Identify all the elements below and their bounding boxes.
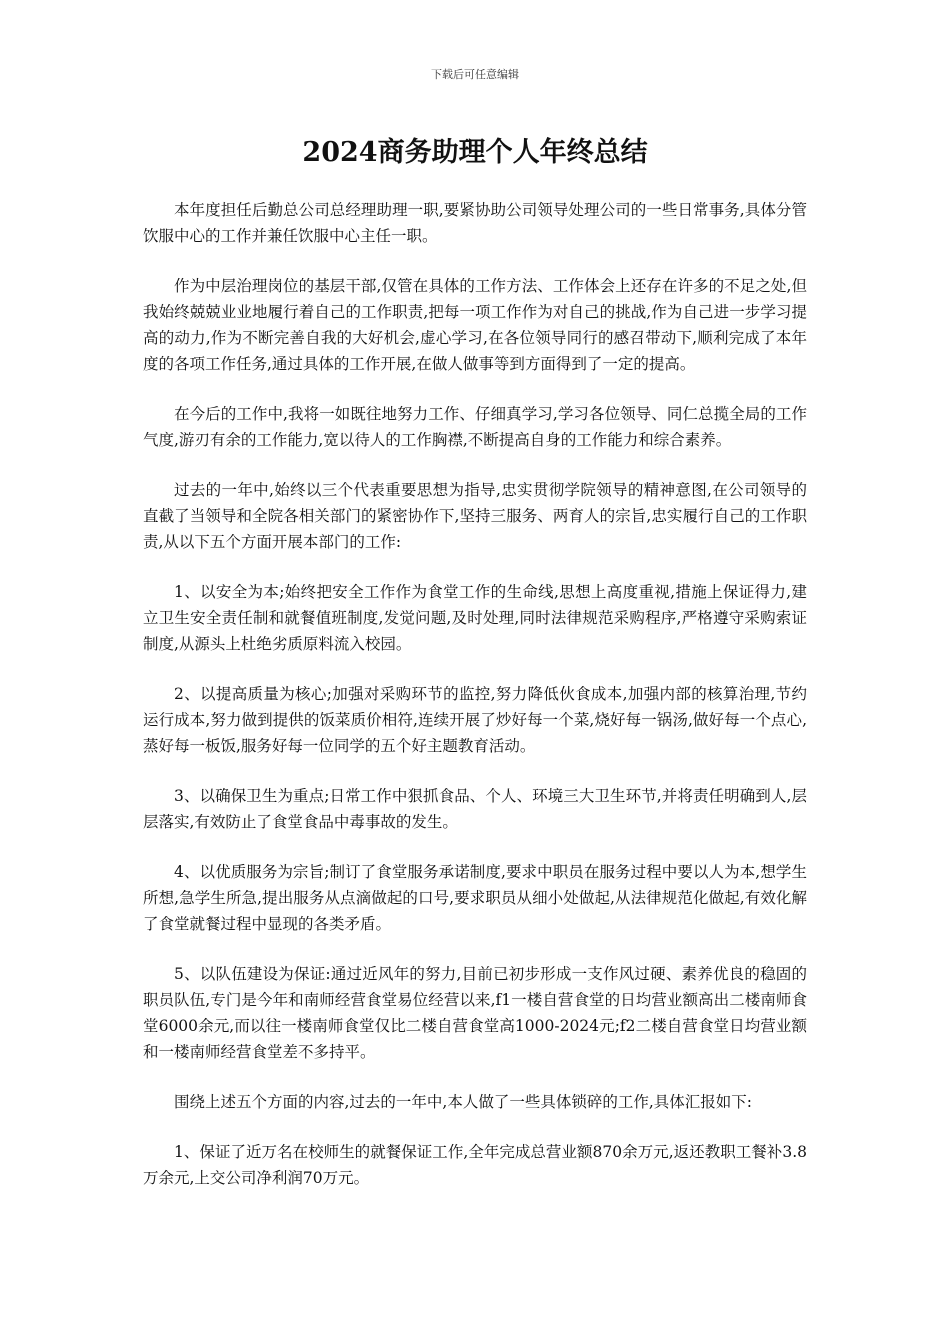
paragraph: 1、保证了近万名在校师生的就餐保证工作,全年完成总营业额870余万元,返还教职工餐补3.8万余元,上交公司净利润70万元。 xyxy=(143,1143,807,1187)
document-body xyxy=(143,197,807,1215)
paragraph: 围绕上述五个方面的内容,过去的一年中,本人做了一些具体锁碎的工作,具体汇报如下: xyxy=(174,1093,753,1111)
document-title: 2024商务助理个人年终总结 xyxy=(302,137,648,168)
paragraph: 5、以队伍建设为保证:通过近风年的努力,目前已初步形成一支作风过硬、素养优良的稳固的职员队伍,专门是今年和南师经营食堂易位经营以来,f1一楼自营食堂的日均营业额高出二楼南师食堂6000余元,而以往一楼南师食堂仅比二楼自营食堂高1000-2024元;f2二楼自营食堂日均营业额和一楼南师经营食堂差不多持平。 xyxy=(143,965,807,1061)
paragraph: 1、以安全为本;始终把安全工作作为食堂工作的生命线,思想上高度重视,措施上保证得力,建立卫生安全责任制和就餐值班制度,发觉问题,及时处理,同时法律规范采购程序,严格遵守采购索证制度,从源头上杜绝劣质原料流入校园。 xyxy=(143,583,807,653)
paragraph: 过去的一年中,始终以三个代表重要思想为指导,忠实贯彻学院领导的精神意图,在公司领导的直截了当领导和全院各相关部门的紧密协作下,坚持三服务、两育人的宗旨,忠实履行自己的工作职责,从以下五个方面开展本部门的工作: xyxy=(143,481,807,551)
paragraph: 4、以优质服务为宗旨;制订了食堂服务承诺制度,要求中职员在服务过程中要以人为本,想学生所想,急学生所急,提出服务从点滴做起的口号,要求职员从细小处做起,从法律规范化做起,有效化解了食堂就餐过程中显现的各类矛盾。 xyxy=(143,863,807,933)
paragraph: 在今后的工作中,我将一如既往地努力工作、仔细真学习,学习各位领导、同仁总揽全局的工作气度,游刃有余的工作能力,宽以待人的工作胸襟,不断提高自身的工作能力和综合素养。 xyxy=(143,405,807,449)
paragraph: 本年度担任后勤总公司总经理助理一职,要紧协助公司领导处理公司的一些日常事务,具体分管饮服中心的工作并兼任饮服中心主任一职。 xyxy=(143,201,807,245)
paragraph: 2、以提高质量为核心;加强对采购环节的监控,努力降低伙食成本,加强内部的核算治理,节约运行成本,努力做到提供的饭菜质价相符,连续开展了炒好每一个菜,烧好每一锅汤,做好每一个点心,蒸好每一板饭,服务好每一位同学的五个好主题教育活动。 xyxy=(143,685,807,755)
header-note: 下载后可任意编辑 xyxy=(431,68,519,81)
paragraph: 作为中层治理岗位的基层干部,仅管在具体的工作方法、工作体会上还存在许多的不足之处,但我始终兢兢业业地履行着自己的工作职责,把每一项工作作为对自己的挑战,作为自己进一步学习提高的动力,作为不断完善自我的大好机会,虚心学习,在各位领导同行的感召带动下,顺利完成了本年度的各项工作任务,通过具体的工作开展,在做人做事等到方面得到了一定的提高。 xyxy=(143,277,807,373)
paragraph: 3、以确保卫生为重点;日常工作中狠抓食品、个人、环境三大卫生环节,并将责任明确到人,层层落实,有效防止了食堂食品中毒事故的发生。 xyxy=(143,787,807,831)
